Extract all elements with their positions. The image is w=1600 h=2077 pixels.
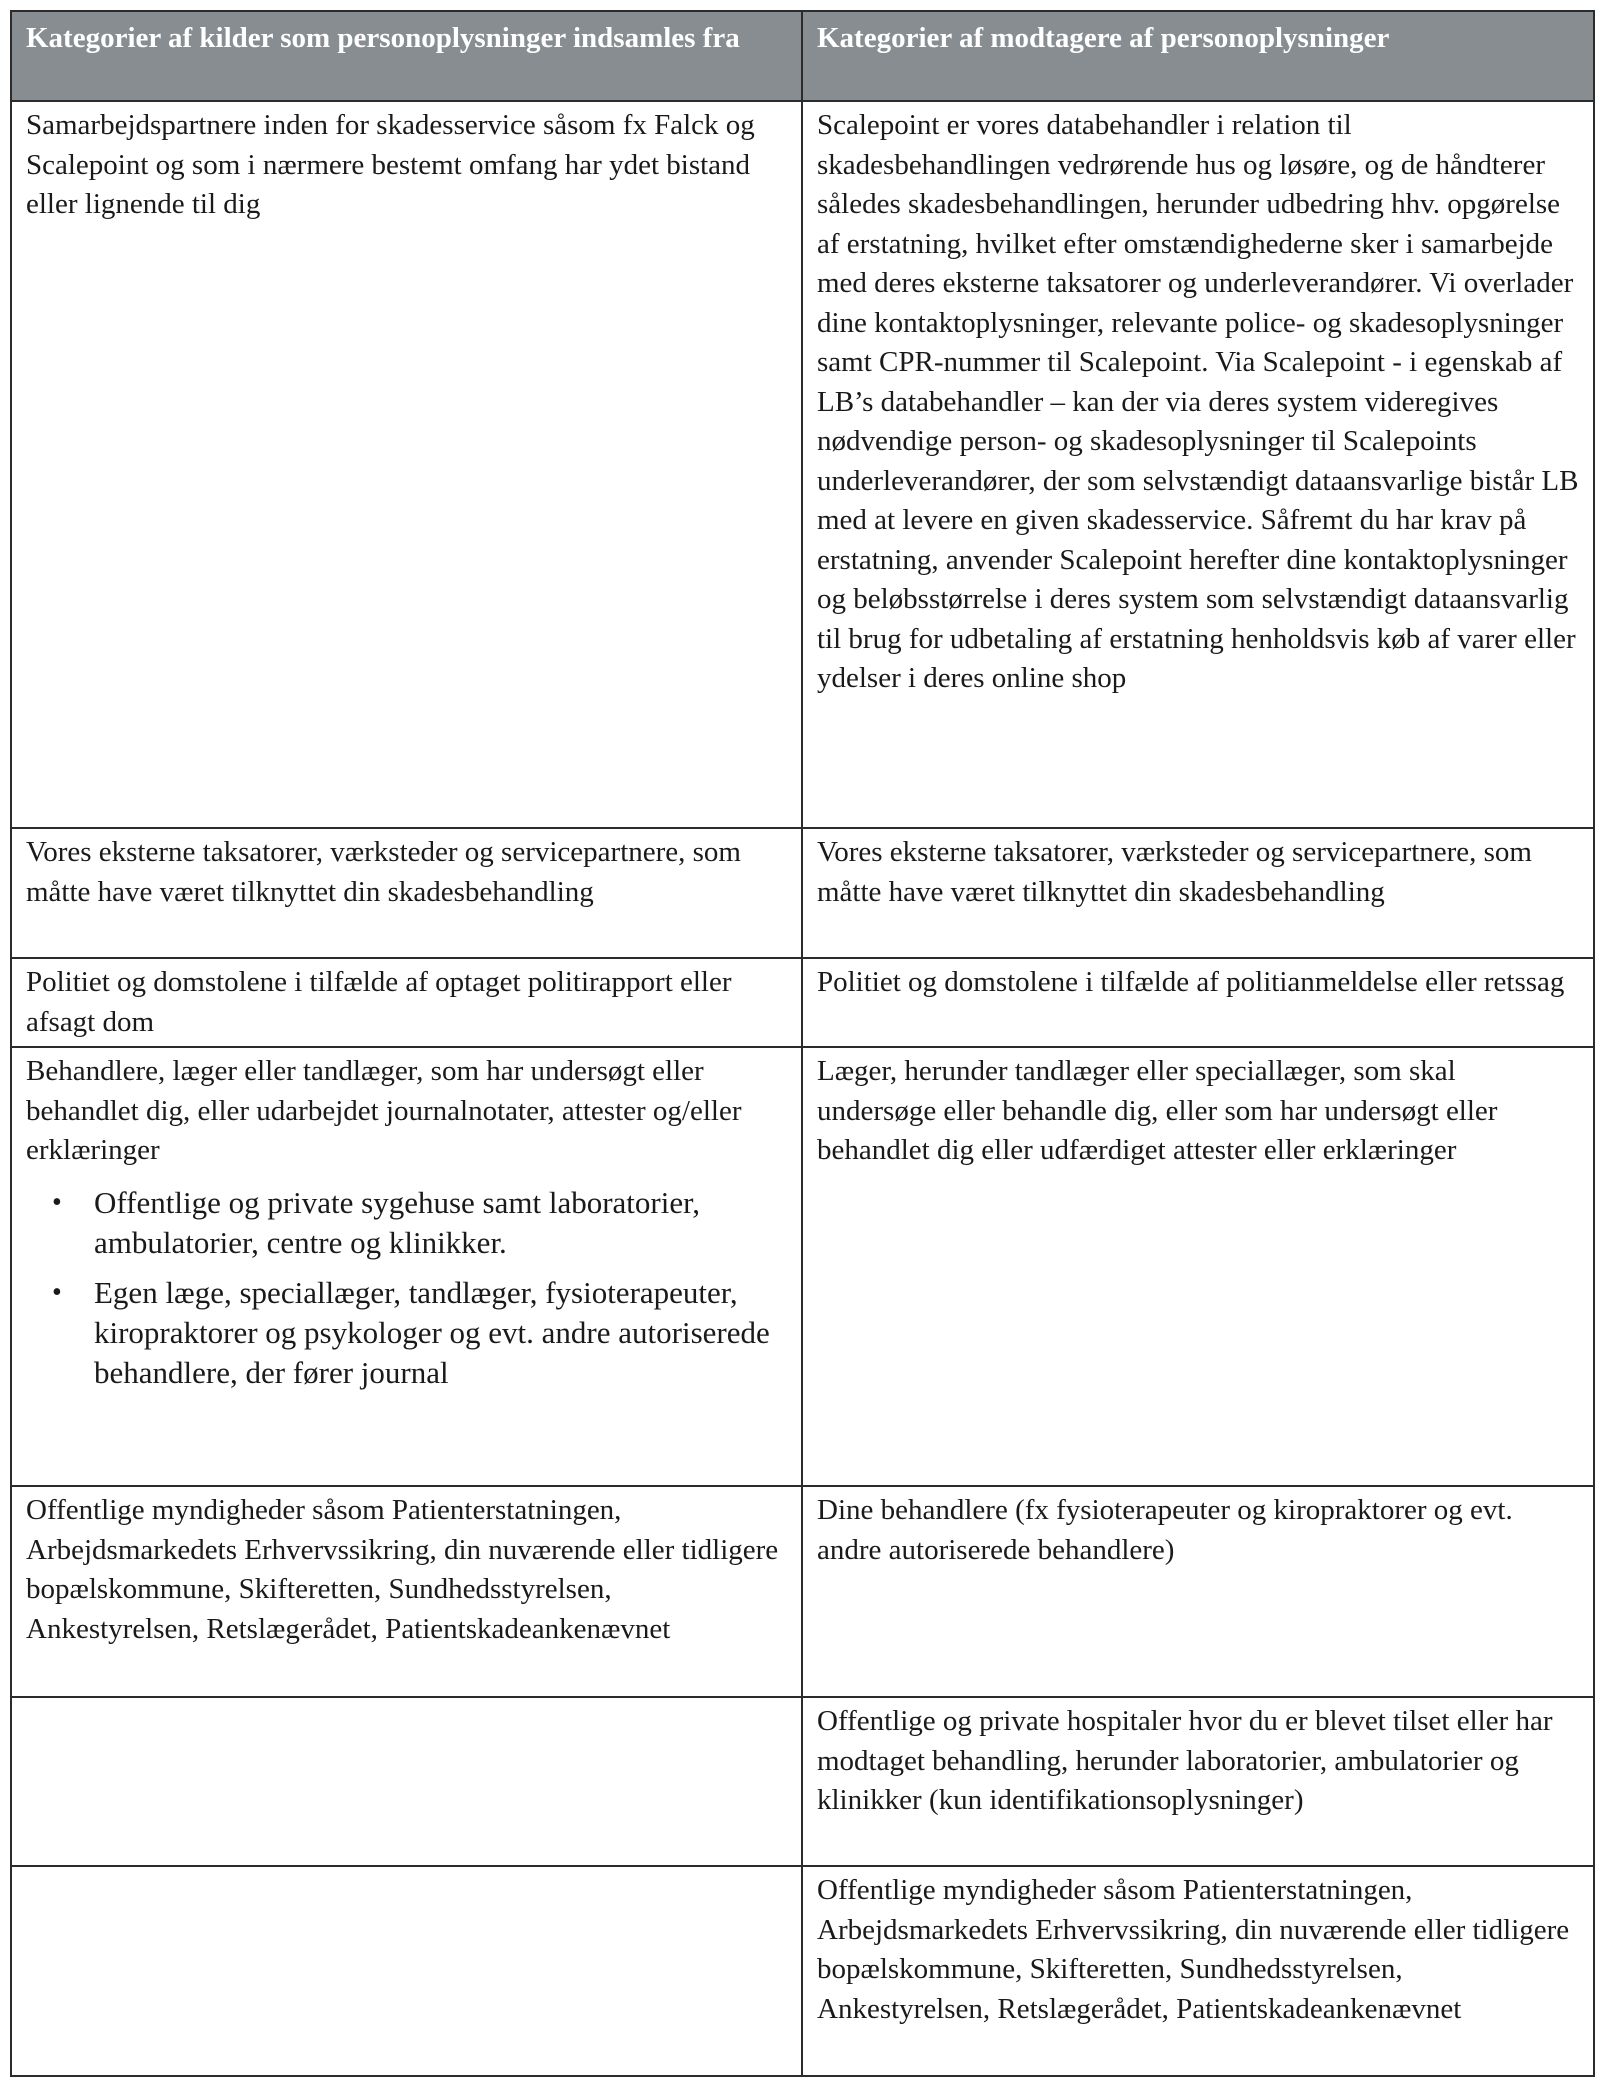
table-header-row [11, 11, 1594, 101]
source-text: Politiet og domstolene i tilfælde af optaget politirapport eller afsagt dom [26, 966, 732, 1038]
bullet-icon: • [52, 1276, 62, 1308]
recipient-cell [802, 1866, 1594, 2076]
source-text: Offentlige myndigheder såsom Patienterstatningen, Arbejdsmarkedets Erhvervssikring, din nuværende eller tidligere bopælskommune, Skifteretten, Sundhedsstyrelsen, Ankestyrelsen, Retslægerådet, Patientskadeankenævnet [26, 1494, 779, 1645]
source-cell-empty [11, 1866, 802, 2076]
recipient-text: Scalepoint er vores databehandler i relation til skadesbehandlingen vedrørende hus og løsøre, og de håndterer således skadesbehandlingen, herunder udbedring hhv. opgørelse af erstatning, hvilket efter omstændighederne sker i samarbejde med deres eksterne taksatorer og underleverandører. Vi overlader dine kontaktoplysninger, relevante police- og skadesoplysninger samt CPR-nummer til Scalepoint. Via Scalepoint - i egenskab af LB’s databehandler – kan der via deres system videregives nødvendige person- og skadesoplysninger til Scalepoints underleverandører, der som selvstændigt dataansvarlige bistår LB med at levere en given skadesservice. Såfremt du har krav på erstatning, anvender Scalepoint herefter dine kontaktoplysninger og beløbsstørrelse i deres system som selvstændigt dataansvarlig til brug for udbetaling af erstatning henholdsvis køb af varer eller ydelser i deres online shop [817, 109, 1579, 694]
recipient-cell [802, 828, 1594, 958]
source-cell [11, 1486, 802, 1697]
source-text: Vores eksterne taksatorer, værksteder og servicepartnere, som måtte have været tilknyttet din skadesbehandling [26, 836, 741, 908]
bullet-item: • Offentlige og private sygehuse samt laboratorier, ambulatorier, centre og klinikker. [52, 1184, 700, 1260]
recipient-cell [802, 958, 1594, 1047]
table-row [11, 958, 1594, 1047]
recipient-text: Læger, herunder tandlæger eller speciallæger, som skal undersøge eller behandle dig, eller som har undersøgt eller behandlet dig eller udfærdiget attester eller erklæringer [817, 1055, 1498, 1166]
recipient-text: Vores eksterne taksatorer, værksteder og servicepartnere, som måtte have været tilknyttet din skadesbehandling [817, 836, 1532, 908]
source-cell-empty [11, 1697, 802, 1866]
table-row [11, 101, 1594, 828]
recipient-cell [802, 1047, 1594, 1486]
header-recipients: Kategorier af modtagere af personoplysninger [802, 11, 1594, 101]
source-cell [11, 101, 802, 828]
table-row [11, 1486, 1594, 1697]
recipient-text: Dine behandlere (fx fysioterapeuter og kiropraktorer og evt. andre autoriserede behandlere) [817, 1494, 1513, 1566]
table-row [11, 1866, 1594, 2076]
table-row [11, 1047, 1594, 1486]
data-categories-table [10, 10, 1595, 2077]
recipient-cell [802, 1697, 1594, 1866]
source-text: Samarbejdspartnere inden for skadesservice såsom fx Falck og Scalepoint og som i nærmere bestemt omfang har ydet bistand eller lignende til dig [26, 109, 755, 220]
recipient-cell [802, 101, 1594, 828]
source-cell [11, 1047, 802, 1486]
source-text: Behandlere, læger eller tandlæger, som har undersøgt eller behandlet dig, eller udarbejdet journalnotater, attester og/eller erklæringer [26, 1055, 742, 1166]
table-row [11, 828, 1594, 958]
table-row [11, 1697, 1594, 1866]
recipient-cell [802, 1486, 1594, 1697]
header-sources: Kategorier af kilder som personoplysninger indsamles fra [11, 11, 802, 101]
recipient-text: Politiet og domstolene i tilfælde af politianmeldelse eller retssag [817, 966, 1565, 998]
recipient-text: Offentlige og private hospitaler hvor du er blevet tilset eller har modtaget behandling, herunder laboratorier, ambulatorier og klinikker (kun identifikationsoplysninger) [817, 1705, 1553, 1816]
recipient-text: Offentlige myndigheder såsom Patienterstatningen, Arbejdsmarkedets Erhvervssikring, din nuværende eller tidligere bopælskommune, Skifteretten, Sundhedsstyrelsen, Ankestyrelsen, Retslægerådet, Patientskadeankenævnet [817, 1874, 1570, 2025]
bullet-icon: • [52, 1186, 62, 1218]
source-cell [11, 828, 802, 958]
source-bullet-list [26, 1183, 787, 1393]
bullet-item: • Egen læge, speciallæger, tandlæger, fysioterapeuter, kiropraktorer og psykologer og evt. andre autoriserede behandlere, der fører journal [52, 1274, 770, 1390]
source-cell [11, 958, 802, 1047]
